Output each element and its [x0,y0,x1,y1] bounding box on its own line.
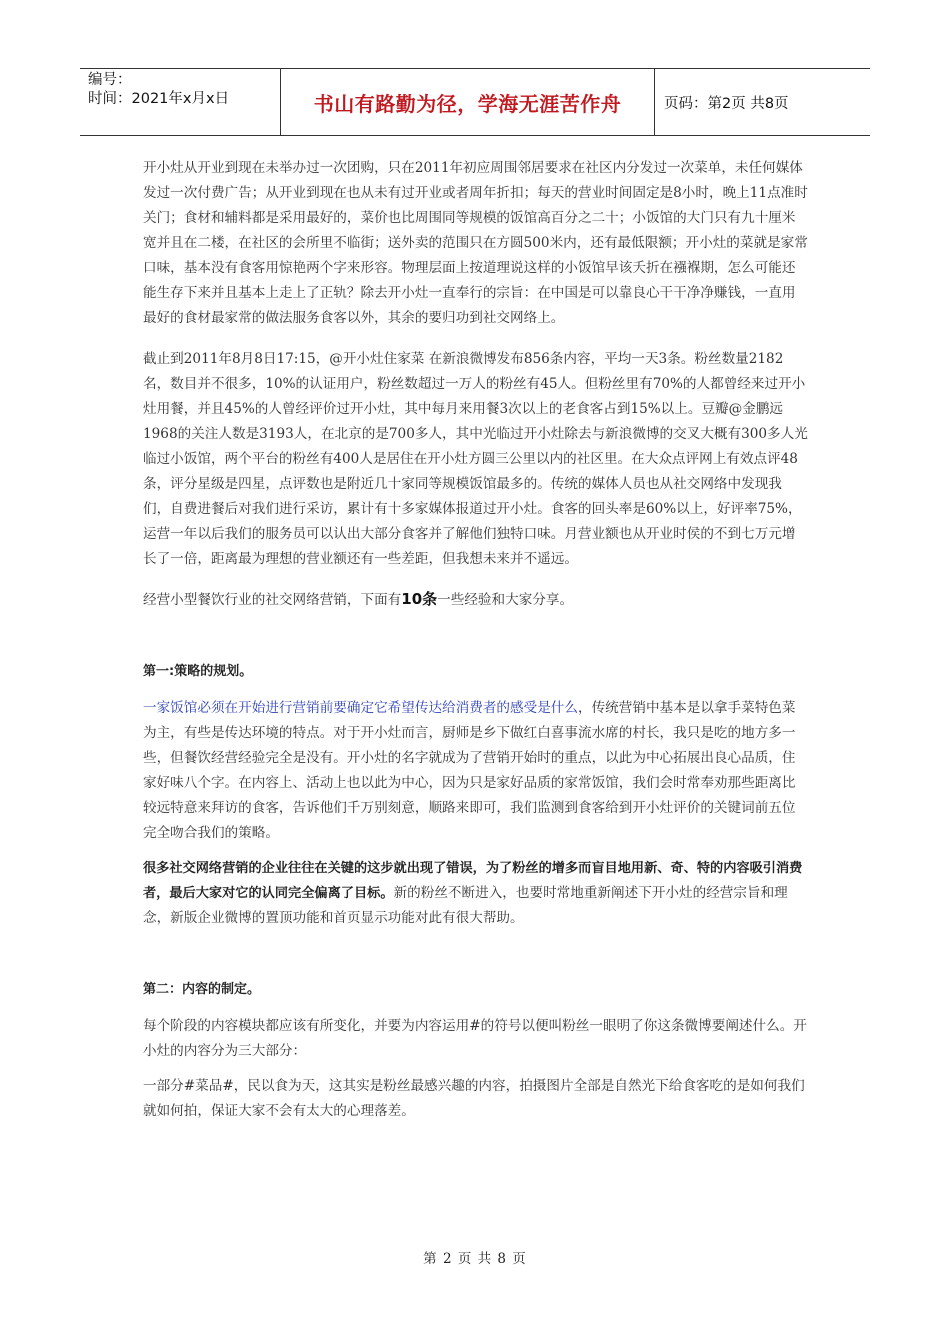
summary-count: 10条 [401,590,438,608]
page-footer: 第 2 页 共 8 页 [423,1251,527,1267]
section-heading-content: 第二：内容的制定。 [143,982,261,997]
header-meta [88,71,284,109]
warning-text: 新的粉丝不断进入，也要时常地重新阐述下开小灶的经营宗旨和理念，新版企业微博的置顶功能和首页显示功能对此有很大帮助。 [143,885,788,926]
strategy-text: ，传统营销中基本是以拿手菜特色菜为主，有些是传达环境的特点。对于开小灶而言，厨师是乡下做红白喜事流水席的村长，我只是吃的地方多一些，但餐饮经营经验完全是没有。开小灶的名字就成为了营销开始时的重点，以此为中心拓展出良心品质，住家好味八个字。在内容上、活动上也以此为中心，因为只是家好品质的家常饭馆，我们会时常奉劝那些距离比较远特意来拜访的食客，告诉他们千万别刻意，顺路来即可，我们监测到食客给到开小灶评价的关键词前五位完全吻合我们的策略。 [143,700,796,841]
paragraph-warning [143,856,808,931]
paragraph-dishes: 一部分#菜品#，民以食为天，这其实是粉丝最感兴趣的内容，拍摄图片全部是自然光下给食客吃的是如何我们就如何拍，保证大家不会有太大的心理落差。 [143,1078,805,1119]
page-header [80,68,870,136]
section-heading-strategy: 第一:策略的规划。 [143,664,253,679]
summary-text-pre: 经营小型餐饮行业的社交网络营销，下面有 [143,592,402,608]
highlighted-sentence: 一家饭馆必须在开始进行营销前要确定它希望传达给消费者的感受是什么 [143,700,578,716]
header-page-info: 页码：第2页 共8页 [664,95,789,112]
paragraph-content-modules: 每个阶段的内容模块都应该有所变化，并要为内容运用#的符号以便叫粉丝一眼明了你这条微博要阐述什么。开小灶的内容分为三大部分： [143,1018,807,1059]
document-body [143,156,808,1124]
header-date: 时间：2021年x月x日 [88,91,230,107]
header-motto: 书山有路勤为径，学海无涯苦作舟 [313,91,622,116]
paragraph-statistics: 截止到2011年8月8日17:15，@开小灶住家菜 在新浪微博发布856条内容，平均一天3条。粉丝数量2182名，数目并不很多，10%的认证用户，粉丝数超过一万人的粉丝有45人。但粉丝里有70%的人都曾经来过开小灶用餐，并且45%的人曾经评价过开小灶，其中每月来用餐3次以上的老食客占到15%以上。豆瓣@金鹏远1968的关注人数是3193人，在北京的是700多人，其中光临过开小灶除去与新浪微博的交叉大概有300多人光临过小饭馆，两个平台的粉丝有400人是居住在开小灶方圆三公里以内的社区里。在大众点评网上有效点评48条，评分星级是四星，点评数也是附近几十家同等规模饭馆最多的。传统的媒体人员也从社交网络中发现我们，自费进餐后对我们进行采访，累计有十多家媒体报道过开小灶。食客的回头率是60%以上，好评率75%，运营一年以后我们的服务员可以认出大部分食客并了解他们独特口味。月营业额也从开业时侯的不到七万元增长了一倍，距离最为理想的营业额还有一些差距，但我想未来并不遥远。 [143,351,808,567]
summary-text-post: 一些经验和大家分享。 [437,592,574,608]
header-number-label: 编号： [88,72,132,88]
paragraph-summary [143,587,808,613]
paragraph-intro: 开小灶从开业到现在未举办过一次团购，只在2011年初应周围邻居要求在社区内分发过一次菜单，未任何媒体发过一次付费广告；从开业到现在也从未有过开业或者周年折扣；每天的营业时间固定是8小时，晚上11点准时关门；食材和辅料都是采用最好的，菜价也比周围同等规模的饭馆高百分之二十；小饭馆的大门只有九十厘米宽并且在二楼，在社区的会所里不临街；送外卖的范围只在方圆500米内，还有最低限额；开小灶的菜就是家常口味，基本没有食客用惊艳两个字来形容。物理层面上按道理说这样的小饭馆早该夭折在襁褓期，怎么可能还能生存下来并且基本上走上了正轨？除去开小灶一直奉行的宗旨：在中国是可以靠良心干干净净赚钱，一直用最好的食材最家常的做法服务食客以外，其余的要归功到社交网络上。 [143,160,808,326]
header-divider [654,69,655,135]
warning-bold-text: 很多社交网络营销的企业往往在关键的这步就出现了错误，为了粉丝的增多而盲目地用新、奇、特的内容吸引消费者，最后大家对它的认同完全偏离了目标。 [143,861,803,901]
paragraph-strategy [143,696,808,846]
